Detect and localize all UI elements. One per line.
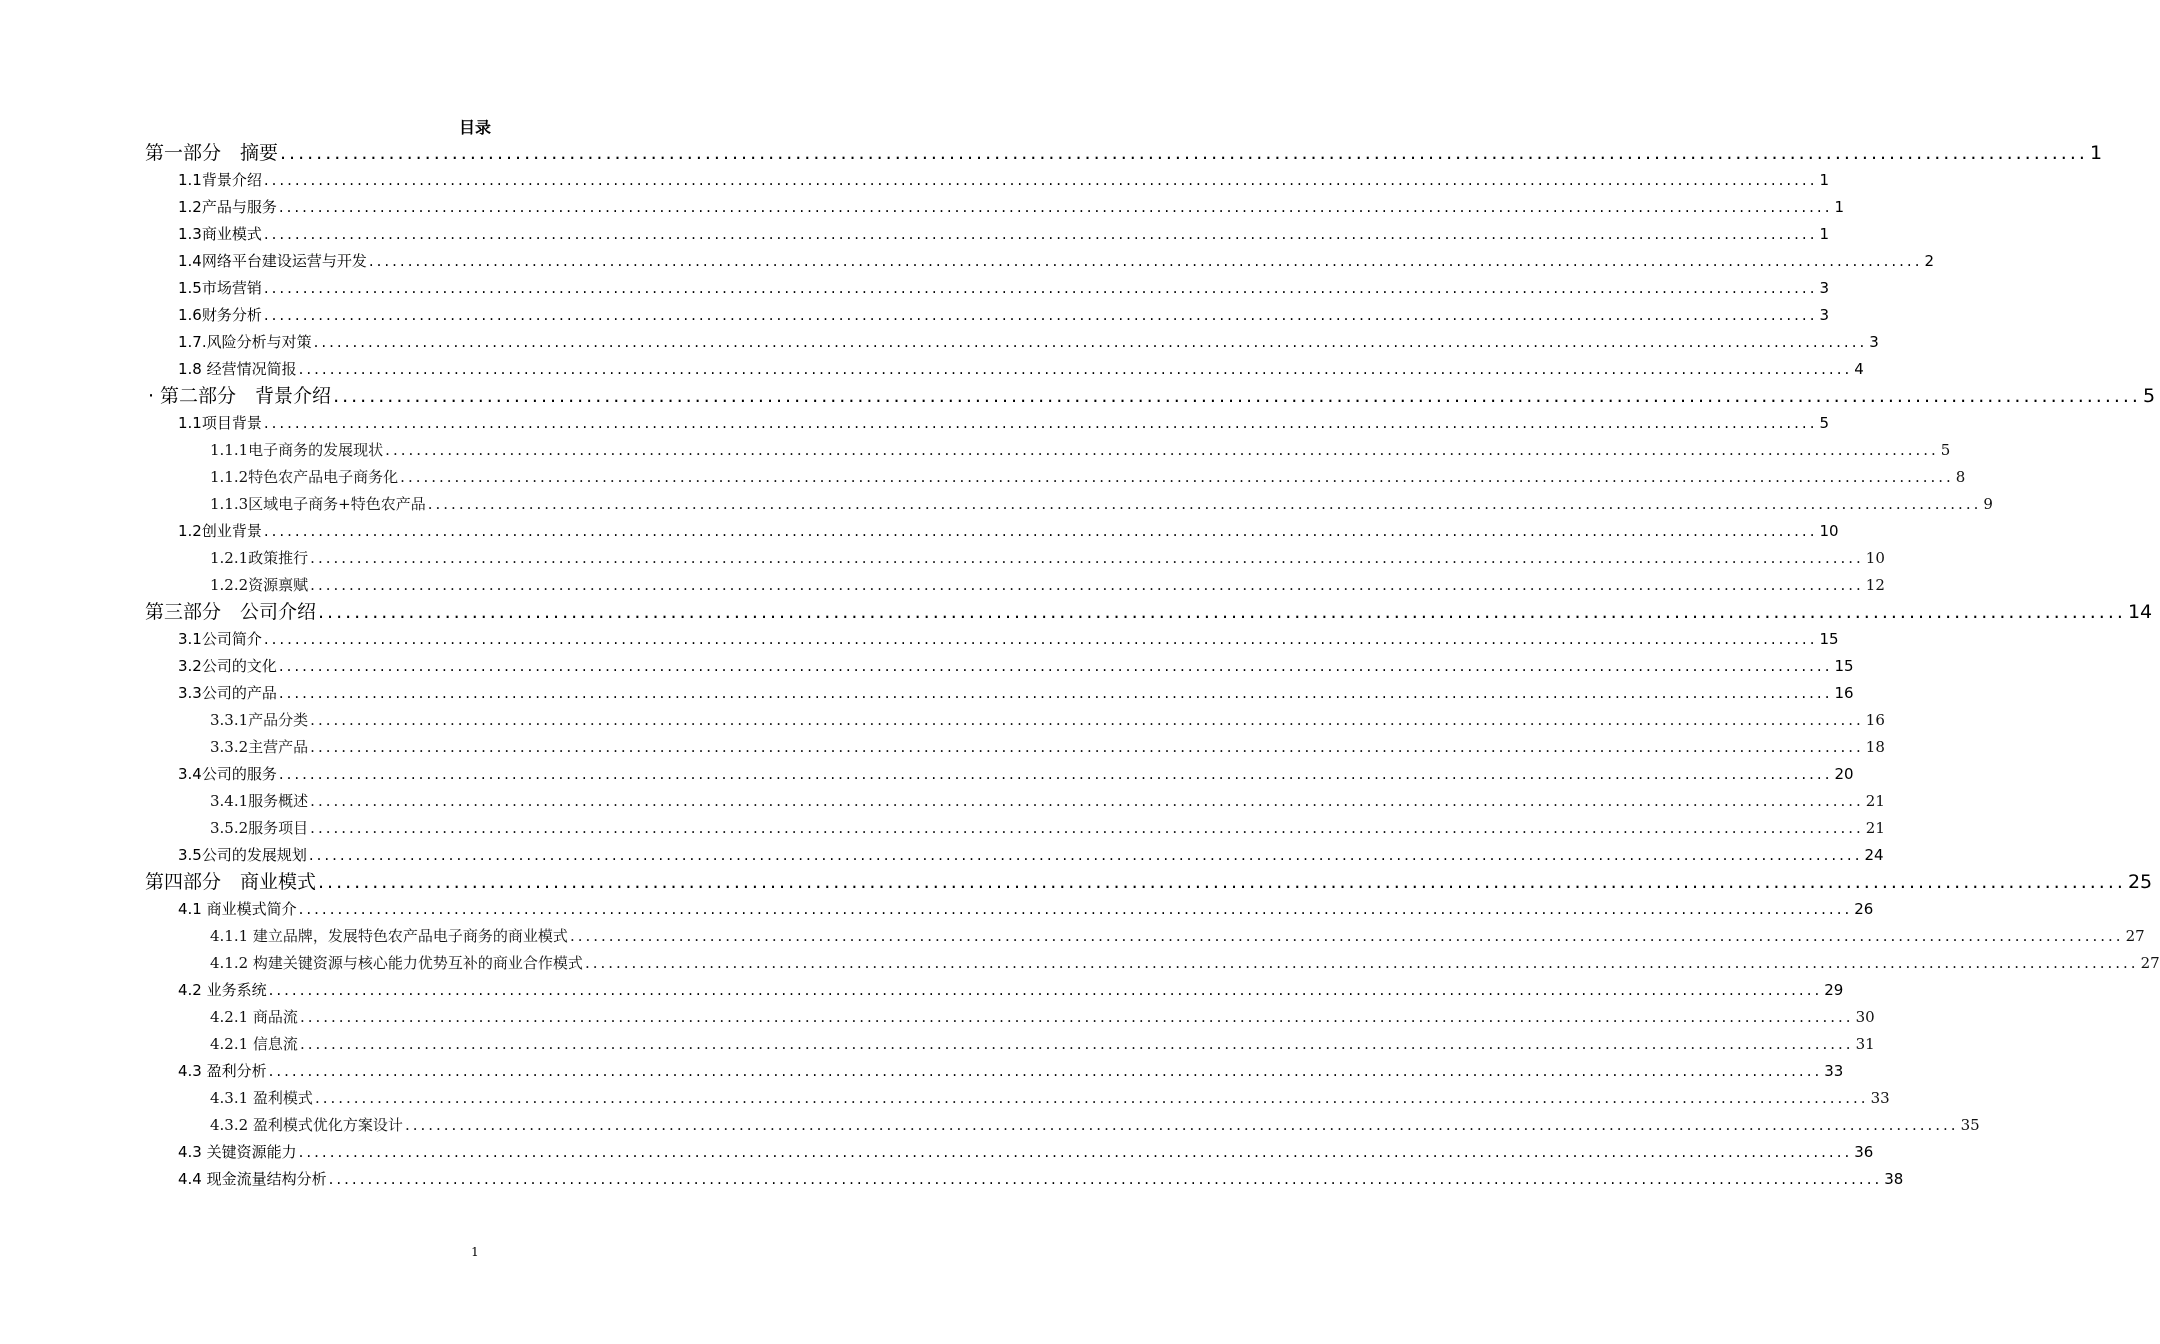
toc-entry[interactable] bbox=[0, 437, 1951, 464]
toc-entry-label: 1.3商业模式 bbox=[178, 225, 262, 243]
toc-entry[interactable] bbox=[0, 1085, 1890, 1112]
toc-entry[interactable] bbox=[0, 221, 1830, 248]
toc-entry[interactable] bbox=[0, 734, 1885, 761]
dot-leader: ........................................................................................................................................................................................................ bbox=[368, 252, 1923, 270]
toc-entry-page: 24 bbox=[1864, 846, 1884, 864]
dot-leader: ........................................................................................................................................................................................................ bbox=[268, 981, 1823, 999]
toc-entry-page: 15 bbox=[1834, 657, 1854, 675]
toc-entry-label: 1.8 经营情况简报 bbox=[178, 360, 297, 378]
toc-entry-label: 3.3.2主营产品 bbox=[210, 738, 309, 756]
toc-entry-page: 10 bbox=[1865, 549, 1885, 567]
toc-entry-page: 1 bbox=[2089, 142, 2103, 164]
toc-entry-page: 30 bbox=[1855, 1008, 1875, 1026]
dot-leader: ........................................................................................................................................................................................................ bbox=[278, 657, 1833, 675]
toc-entry-page: 9 bbox=[1983, 495, 1993, 513]
toc-entry[interactable] bbox=[0, 194, 1845, 221]
dot-leader: ........................................................................................................................................................................................................ bbox=[584, 954, 2139, 972]
toc-entry-page: 31 bbox=[1855, 1035, 1875, 1053]
toc-entry-label: 1.1.1电子商务的发展现状 bbox=[210, 441, 384, 459]
dot-leader: ........................................................................................................................................................................................................ bbox=[427, 495, 1982, 513]
toc-entry[interactable] bbox=[0, 167, 1830, 194]
toc-entry-label: 4.1.2 构建关键资源与核心能力优势互补的商业合作模式 bbox=[210, 954, 583, 972]
toc-entry[interactable] bbox=[0, 680, 1854, 707]
toc-entry[interactable] bbox=[0, 275, 1830, 302]
toc-entry[interactable] bbox=[0, 1031, 1875, 1058]
dot-leader: ........................................................................................................................................................................................................ bbox=[313, 333, 1868, 351]
dot-leader: ........................................................................................................................................................................................................ bbox=[299, 1035, 1854, 1053]
dot-leader: ........................................................................................................................................................................................................ bbox=[385, 441, 1939, 459]
toc-entry-label: 1.2.1政策推行 bbox=[210, 549, 309, 567]
toc-entry[interactable] bbox=[0, 302, 1830, 329]
toc-entry-label: 第二部分 背景介绍 bbox=[160, 385, 332, 407]
dot-leader: ........................................................................................................................................................................................................ bbox=[263, 171, 1818, 189]
toc-entry-label: 4.2 业务系统 bbox=[178, 981, 267, 999]
toc-entry-label: 1.1.2特色农产品电子商务化 bbox=[210, 468, 399, 486]
toc-entry-page: 26 bbox=[1854, 900, 1874, 918]
toc-entry-page: 21 bbox=[1865, 819, 1885, 837]
toc-entry[interactable] bbox=[0, 356, 1864, 383]
toc-entry-label: 1.2.2资源禀赋 bbox=[210, 576, 309, 594]
dot-leader: ........................................................................................................................................................................................................ bbox=[310, 711, 1864, 729]
toc-entry-page: 21 bbox=[1865, 792, 1885, 810]
page-number: 1 bbox=[471, 1245, 479, 1259]
dot-leader: ........................................................................................................................................................................................................ bbox=[278, 198, 1833, 216]
dot-leader: ........................................................................................................................................................................................................ bbox=[318, 871, 2126, 893]
dot-leader: ........................................................................................................................................................................................................ bbox=[298, 360, 1853, 378]
dot-leader: ........................................................................................................................................................................................................ bbox=[328, 1170, 1883, 1188]
toc-entry-page: 25 bbox=[2127, 871, 2153, 893]
dot-leader: ........................................................................................................................................................................................................ bbox=[278, 684, 1833, 702]
toc-entry-label: 第三部分 公司介绍 bbox=[145, 601, 317, 623]
dot-leader: ........................................................................................................................................................................................................ bbox=[298, 900, 1853, 918]
toc-entry[interactable] bbox=[0, 1004, 1875, 1031]
toc-entry[interactable] bbox=[0, 329, 1879, 356]
toc-entry[interactable] bbox=[0, 410, 1830, 437]
toc-entry-label: 3.3.1产品分类 bbox=[210, 711, 309, 729]
toc-entry[interactable] bbox=[0, 572, 1885, 599]
toc-entry-label: 3.3公司的产品 bbox=[178, 684, 277, 702]
toc-entry-page: 27 bbox=[2125, 927, 2145, 945]
dot-leader: ........................................................................................................................................................................................................ bbox=[298, 1143, 1853, 1161]
toc-entry-page: 12 bbox=[1865, 576, 1885, 594]
toc-entry[interactable] bbox=[0, 464, 1966, 491]
toc-entry-label: 4.3 关键资源能力 bbox=[178, 1143, 297, 1161]
toc-entry-page: 18 bbox=[1865, 738, 1885, 756]
toc-bullet: · bbox=[148, 385, 155, 407]
toc-entry-page: 2 bbox=[1924, 252, 1935, 270]
toc-entry[interactable] bbox=[0, 1139, 1874, 1166]
toc-entry-page: 16 bbox=[1865, 711, 1885, 729]
toc-entry-page: 15 bbox=[1819, 630, 1839, 648]
toc-entry-label: 4.1.1 建立品牌，发展特色农产品电子商务的商业模式 bbox=[210, 927, 568, 945]
toc-entry-label: 1.1.3区域电子商务+特色农产品 bbox=[210, 495, 426, 513]
dot-leader: ........................................................................................................................................................................................................ bbox=[318, 601, 2126, 623]
toc-entry[interactable] bbox=[0, 545, 1885, 572]
dot-leader: ........................................................................................................................................................................................................ bbox=[263, 630, 1818, 648]
toc-entry-page: 4 bbox=[1854, 360, 1864, 378]
dot-leader: ........................................................................................................................................................................................................ bbox=[310, 738, 1864, 756]
toc-entry-page: 10 bbox=[1819, 522, 1839, 540]
toc-entry-page: 5 bbox=[1819, 414, 1830, 432]
toc-entry[interactable] bbox=[0, 248, 1935, 275]
toc-entry-label: 1.6财务分析 bbox=[178, 306, 262, 324]
toc-entry-label: 3.1公司简介 bbox=[178, 630, 262, 648]
toc-entry[interactable] bbox=[0, 140, 2103, 167]
toc-entry-page: 33 bbox=[1870, 1089, 1890, 1107]
dot-leader: ........................................................................................................................................................................................................ bbox=[333, 385, 2141, 407]
toc-entry-label: 4.2.1 信息流 bbox=[210, 1035, 298, 1053]
toc-entry-label: 1.4网络平台建设运营与开发 bbox=[178, 252, 367, 270]
toc-entry[interactable] bbox=[0, 707, 1885, 734]
toc-entry-page: 35 bbox=[1960, 1116, 1980, 1134]
toc-entry-page: 3 bbox=[1819, 279, 1830, 297]
toc-entry-label: 4.4 现金流量结构分析 bbox=[178, 1170, 327, 1188]
toc-entry-label: 4.3.2 盈利模式优化方案设计 bbox=[210, 1116, 403, 1134]
toc-entry[interactable] bbox=[0, 896, 1874, 923]
toc-entry-page: 1 bbox=[1819, 171, 1830, 189]
dot-leader: ........................................................................................................................................................................................................ bbox=[310, 819, 1864, 837]
toc-entry-page: 8 bbox=[1955, 468, 1966, 486]
toc-entry-label: 1.1项目背景 bbox=[178, 414, 262, 432]
toc-entry-label: 第一部分 摘要 bbox=[145, 142, 279, 164]
dot-leader: ........................................................................................................................................................................................................ bbox=[280, 142, 2088, 164]
toc-entry-label: 1.2产品与服务 bbox=[178, 198, 277, 216]
dot-leader: ........................................................................................................................................................................................................ bbox=[400, 468, 1954, 486]
toc-entry[interactable] bbox=[0, 977, 1844, 1004]
dot-leader: ........................................................................................................................................................................................................ bbox=[299, 1008, 1854, 1026]
toc-entry[interactable] bbox=[0, 788, 1885, 815]
toc-entry[interactable] bbox=[0, 518, 1839, 545]
dot-leader: ........................................................................................................................................................................................................ bbox=[310, 549, 1864, 567]
toc-entry-label: 4.3.1 盈利模式 bbox=[210, 1089, 313, 1107]
toc-entry-label: 1.1背景介绍 bbox=[178, 171, 262, 189]
toc-entry[interactable] bbox=[0, 869, 2153, 896]
toc-entry[interactable] bbox=[0, 761, 1854, 788]
toc-entry-page: 5 bbox=[2142, 385, 2156, 407]
dot-leader: ........................................................................................................................................................................................................ bbox=[569, 927, 2124, 945]
toc-entry[interactable] bbox=[0, 815, 1885, 842]
toc-entry-page: 29 bbox=[1824, 981, 1844, 999]
dot-leader: ........................................................................................................................................................................................................ bbox=[308, 846, 1863, 864]
toc-entry[interactable] bbox=[0, 626, 1839, 653]
toc-entry-label: 3.4公司的服务 bbox=[178, 765, 277, 783]
toc-entry-label: 4.1 商业模式简介 bbox=[178, 900, 297, 918]
toc-entry-page: 33 bbox=[1824, 1062, 1844, 1080]
dot-leader: ........................................................................................................................................................................................................ bbox=[404, 1116, 1959, 1134]
toc-entry-label: 3.5.2服务项目 bbox=[210, 819, 309, 837]
dot-leader: ........................................................................................................................................................................................................ bbox=[263, 306, 1818, 324]
toc-entry-label: 1.2创业背景 bbox=[178, 522, 262, 540]
table-of-contents bbox=[0, 140, 2160, 1193]
toc-entry[interactable] bbox=[0, 923, 2145, 950]
toc-entry-page: 38 bbox=[1884, 1170, 1904, 1188]
toc-entry-page: 1 bbox=[1819, 225, 1830, 243]
toc-entry-page: 27 bbox=[2140, 954, 2160, 972]
dot-leader: ........................................................................................................................................................................................................ bbox=[314, 1089, 1869, 1107]
dot-leader: ........................................................................................................................................................................................................ bbox=[268, 1062, 1823, 1080]
toc-entry-page: 1 bbox=[1834, 198, 1845, 216]
toc-entry-page: 20 bbox=[1834, 765, 1854, 783]
toc-entry-page: 16 bbox=[1834, 684, 1854, 702]
toc-entry[interactable] bbox=[0, 653, 1854, 680]
dot-leader: ........................................................................................................................................................................................................ bbox=[263, 522, 1818, 540]
toc-entry-label: 第四部分 商业模式 bbox=[145, 871, 317, 893]
toc-entry-label: 3.5公司的发展规划 bbox=[178, 846, 307, 864]
toc-entry[interactable] bbox=[0, 950, 2160, 977]
dot-leader: ........................................................................................................................................................................................................ bbox=[263, 414, 1818, 432]
toc-entry-page: 36 bbox=[1854, 1143, 1874, 1161]
toc-entry-label: 1.5市场营销 bbox=[178, 279, 262, 297]
dot-leader: ........................................................................................................................................................................................................ bbox=[263, 279, 1818, 297]
toc-entry[interactable] bbox=[0, 599, 2153, 626]
toc-entry-label: 4.3 盈利分析 bbox=[178, 1062, 267, 1080]
toc-entry-label: 4.2.1 商品流 bbox=[210, 1008, 298, 1026]
toc-entry[interactable] bbox=[0, 842, 1884, 869]
toc-entry-page: 3 bbox=[1869, 333, 1879, 351]
dot-leader: ........................................................................................................................................................................................................ bbox=[263, 225, 1818, 243]
toc-title: 目录 bbox=[458, 118, 491, 137]
dot-leader: ........................................................................................................................................................................................................ bbox=[310, 576, 1864, 594]
toc-entry[interactable] bbox=[0, 491, 1993, 518]
toc-entry-page: 5 bbox=[1940, 441, 1951, 459]
dot-leader: ........................................................................................................................................................................................................ bbox=[278, 765, 1833, 783]
toc-entry[interactable] bbox=[0, 1058, 1844, 1085]
toc-entry-page: 14 bbox=[2127, 601, 2153, 623]
dot-leader: ........................................................................................................................................................................................................ bbox=[310, 792, 1864, 810]
toc-entry[interactable] bbox=[0, 1166, 1904, 1193]
toc-entry[interactable] bbox=[0, 383, 2156, 410]
toc-entry-label: 1.7.风险分析与对策 bbox=[178, 333, 312, 351]
toc-entry-label: 3.4.1服务概述 bbox=[210, 792, 309, 810]
toc-entry-label: 3.2公司的文化 bbox=[178, 657, 277, 675]
toc-entry[interactable] bbox=[0, 1112, 1980, 1139]
toc-entry-page: 3 bbox=[1819, 306, 1830, 324]
